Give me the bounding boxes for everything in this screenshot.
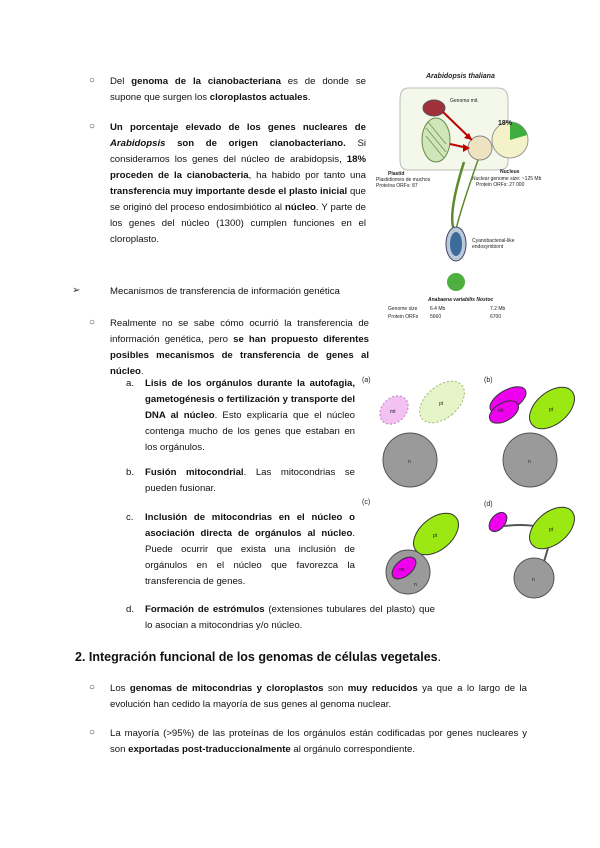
cyano-label-1: Cyanobacterial-like: [472, 238, 515, 244]
panel-d-mitochondrion: [486, 509, 511, 535]
stat-orfs-label: Protein ORFs: [388, 314, 419, 320]
paragraph-transfer-unknown: Realmente no se sabe cómo ocurrió la transferencia de información genética, pero se han propuesto diferentes posibles mecanismos de transferencia de genes al núcleo.: [110, 318, 369, 377]
svg-text:n: n: [414, 582, 417, 588]
heading-mechanisms: Mecanismos de transferencia de información genética: [110, 286, 340, 297]
paragraph-protein-import: La mayoría (>95%) de las proteínas de los orgánulos están codificadas por genes nucleares y son exportadas post-traduccionalmente al orgánulo correspondiente.: [110, 728, 527, 755]
list-item-d: Formación de estrómulos (extensiones tubulares del plasto) que lo asocian a mitocondrias y/o núcleo.: [145, 604, 435, 631]
nucleus-detail-2: Protein ORFs: 27 000: [476, 182, 525, 188]
panel-c-label: (c): [362, 499, 371, 506]
hollow-circle-bullet-icon: ○: [89, 75, 96, 86]
paragraph-arabidopsis-genes: Un porcentaje elevado de los genes nucleares de Arabidopsis son de origen cianobacteriano. Si consideramos los genes del núcleo de arabidopsis, 18% proceden de la cianobacteria, ha habido por tanto una transferencia muy importante desde el plasto inicial que se originó del proceso endosimbiótico al núcleo. Y parte de los genes del núcleo (1300) cumplen funciones en el cloroplasto.: [110, 122, 366, 245]
panel-d-label: (d): [484, 501, 493, 508]
cyano-label-2: endosymbiont: [472, 244, 504, 250]
hollow-circle-bullet-icon: ○: [89, 682, 96, 693]
panel-a-label: (a): [362, 377, 371, 384]
pie-percent-label: 18%: [498, 120, 513, 127]
list-item-b: Fusión mitocondrial. Las mitocondrias se pueden fusionar.: [145, 467, 355, 494]
plastid-detail-2: Proteína ORFs: 87: [376, 183, 418, 189]
nucleus-label: Nucleus: [500, 169, 520, 175]
mechanisms-figure: [362, 372, 580, 592]
paragraph-organelle-genomes: Los genomas de mitocondrias y cloroplastos son muy reducidos ya que a lo largo de la evolución han cedido la mayoría de sus genes al genoma nuclear.: [110, 683, 527, 710]
paragraph-cyanobacterial-genome: Del genoma de la cianobacteriana es de donde se supone que surgen los cloroplastos actuales.: [110, 76, 366, 103]
hollow-circle-bullet-icon: ○: [89, 727, 96, 738]
svg-text:n: n: [528, 459, 531, 465]
list-marker-a: a.: [126, 378, 135, 389]
svg-text:mt: mt: [399, 567, 405, 573]
mitochondrion-label: Genoma mit.: [450, 98, 479, 104]
mitochondrion-shape: [423, 100, 445, 116]
hollow-circle-bullet-icon: ○: [89, 317, 96, 328]
list-marker-b: b.: [126, 467, 135, 478]
hollow-circle-bullet-icon: ○: [89, 121, 96, 132]
panel-b-label: (b): [484, 377, 493, 384]
stat-genome-size-2: 7.2 Mb: [490, 306, 506, 312]
stat-orfs-2: 6700: [490, 314, 502, 320]
stat-genome-size-1: 6.4 Mb: [430, 306, 446, 312]
svg-text:n: n: [408, 459, 411, 465]
svg-text:pt: pt: [439, 401, 444, 407]
plastid-detail-1: Plastidiomes de muchos: [376, 177, 431, 183]
free-living-cyanobacterium: [447, 273, 465, 291]
svg-text:mt: mt: [498, 408, 504, 414]
stat-orfs-1: 5660: [430, 314, 442, 320]
list-marker-d: d.: [126, 604, 135, 615]
nucleus-detail-1: Nuclear genome size: ~125 Mb: [472, 176, 542, 182]
figure1-title: Arabidopsis thaliana: [426, 73, 495, 80]
list-item-c: Inclusión de mitocondrias en el núcleo o asociación directa de orgánulos al núcleo. Puede ocurrir que exista una inclusión de orgánulos en el núcleo que favorezca la transferencia de genes.: [145, 512, 355, 587]
list-marker-c: c.: [126, 512, 134, 523]
svg-text:n: n: [532, 577, 535, 583]
arrowhead-bullet-icon: ➢: [72, 285, 81, 296]
svg-text:pt: pt: [433, 533, 438, 539]
svg-text:mt: mt: [390, 409, 396, 415]
svg-text:pt: pt: [549, 407, 554, 413]
nuclear-genome-pie: [492, 122, 528, 158]
endosymbiosis-figure: [368, 70, 542, 330]
stat-genome-size-label: Genome size: [388, 306, 418, 312]
plastid-label: Plastid: [388, 171, 405, 177]
section-2-title: 2. Integración funcional de los genomas de células vegetales.: [75, 650, 442, 664]
svg-text:pt: pt: [549, 527, 554, 533]
list-item-a: Lisis de los orgánulos durante la autofagia, gametogénesis o fertilización y transporte del DNA al núcleo. Esto explicaría que el núcleo contenga mucho de los genes que estaban en los orgánulos.: [145, 378, 355, 453]
panel-d-stromule-1: [504, 525, 534, 526]
species-label: Anabaena variabilis Nostoc: [428, 297, 494, 303]
